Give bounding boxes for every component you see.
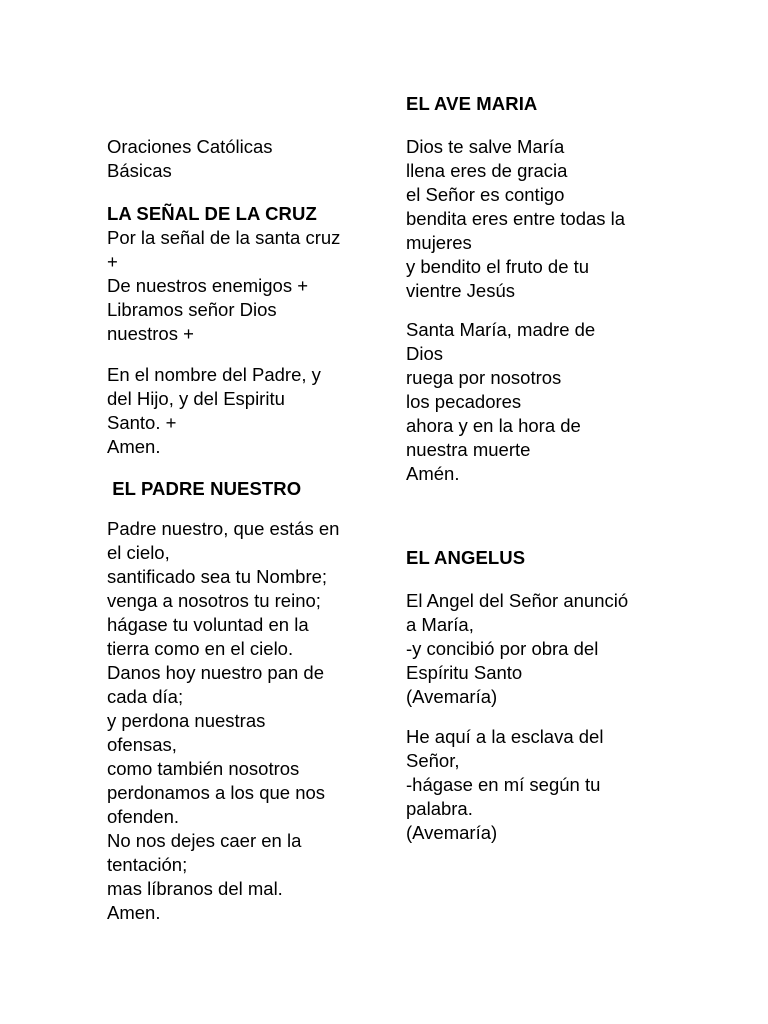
senal-text-2 — [107, 363, 321, 459]
prayer-line: los pecadores — [406, 391, 522, 412]
prayer-line: a María, — [406, 614, 474, 635]
prayer-line: Amén. — [406, 463, 460, 484]
prayer-line: ofensas, — [107, 734, 177, 755]
prayer-line: ahora y en la hora de — [406, 415, 581, 436]
prayer-line: Señor, — [406, 750, 460, 771]
prayer-line: y bendito el fruto de tu — [406, 256, 590, 277]
prayer-line: Padre nuestro, que estás en — [107, 518, 340, 539]
prayer-line: -hágase en mí según tu — [406, 774, 601, 795]
prayer-line: Espíritu Santo — [406, 662, 523, 683]
prayer-line: venga a nosotros tu reino; — [107, 590, 321, 611]
padre-heading: EL PADRE NUESTRO — [107, 478, 302, 499]
prayer-line: (Avemaría) — [406, 686, 498, 707]
prayer-line: mujeres — [406, 232, 472, 253]
prayer-line: Danos hoy nuestro pan de — [107, 662, 325, 683]
prayer-line: Dios te salve María — [406, 136, 565, 157]
prayer-line: Por la señal de la santa cruz — [107, 227, 341, 248]
prayer-line: nuestros + — [107, 323, 194, 344]
prayer-line: tentación; — [107, 854, 188, 875]
prayer-line: el Señor es contigo — [406, 184, 565, 205]
angelus-text-2 — [406, 725, 603, 845]
senal-text — [107, 226, 340, 346]
prayer-line: llena eres de gracia — [406, 160, 568, 181]
prayer-line: bendita eres entre todas la — [406, 208, 626, 229]
prayer-line: palabra. — [406, 798, 473, 819]
document-title — [107, 135, 273, 183]
prayer-line: mas líbranos del mal. — [107, 878, 283, 899]
ave-text — [406, 135, 625, 303]
prayer-line: De nuestros enemigos + — [107, 275, 309, 296]
prayer-line: No nos dejes caer en la — [107, 830, 302, 851]
prayer-line: nuestra muerte — [406, 439, 531, 460]
prayer-line: santificado sea tu Nombre; — [107, 566, 328, 587]
prayer-line: el cielo, — [107, 542, 170, 563]
prayer-line: Libramos señor Dios — [107, 299, 277, 320]
ave-heading: EL AVE MARIA — [406, 93, 538, 114]
title-line: Básicas — [107, 160, 172, 181]
prayer-line: El Angel del Señor anunció — [406, 590, 629, 611]
prayer-line: cada día; — [107, 686, 184, 707]
title-line: Oraciones Católicas — [107, 136, 273, 157]
prayer-line: + — [107, 251, 118, 272]
senal-heading: LA SEÑAL DE LA CRUZ — [107, 203, 317, 224]
prayer-line: del Hijo, y del Espiritu — [107, 388, 285, 409]
ave-text-2 — [406, 318, 595, 486]
angelus-heading: EL ANGELUS — [406, 547, 526, 568]
prayer-line: Amen. — [107, 436, 161, 457]
prayer-line: He aquí a la esclava del — [406, 726, 604, 747]
prayer-line: (Avemaría) — [406, 822, 498, 843]
prayer-line: Santo. + — [107, 412, 177, 433]
prayer-line: ruega por nosotros — [406, 367, 562, 388]
padre-text — [107, 517, 339, 925]
prayer-line: En el nombre del Padre, y — [107, 364, 321, 385]
angelus-text — [406, 589, 628, 709]
prayer-line: y perdona nuestras — [107, 710, 266, 731]
prayer-line: Dios — [406, 343, 444, 364]
prayer-line: hágase tu voluntad en la — [107, 614, 309, 635]
prayer-line: ofenden. — [107, 806, 180, 827]
prayer-line: -y concibió por obra del — [406, 638, 599, 659]
prayer-line: tierra como en el cielo. — [107, 638, 294, 659]
prayer-line: Amen. — [107, 902, 161, 923]
prayer-line: Santa María, madre de — [406, 319, 596, 340]
prayer-line: vientre Jesús — [406, 280, 515, 301]
prayer-line: como también nosotros — [107, 758, 300, 779]
prayer-line: perdonamos a los que nos — [107, 782, 326, 803]
